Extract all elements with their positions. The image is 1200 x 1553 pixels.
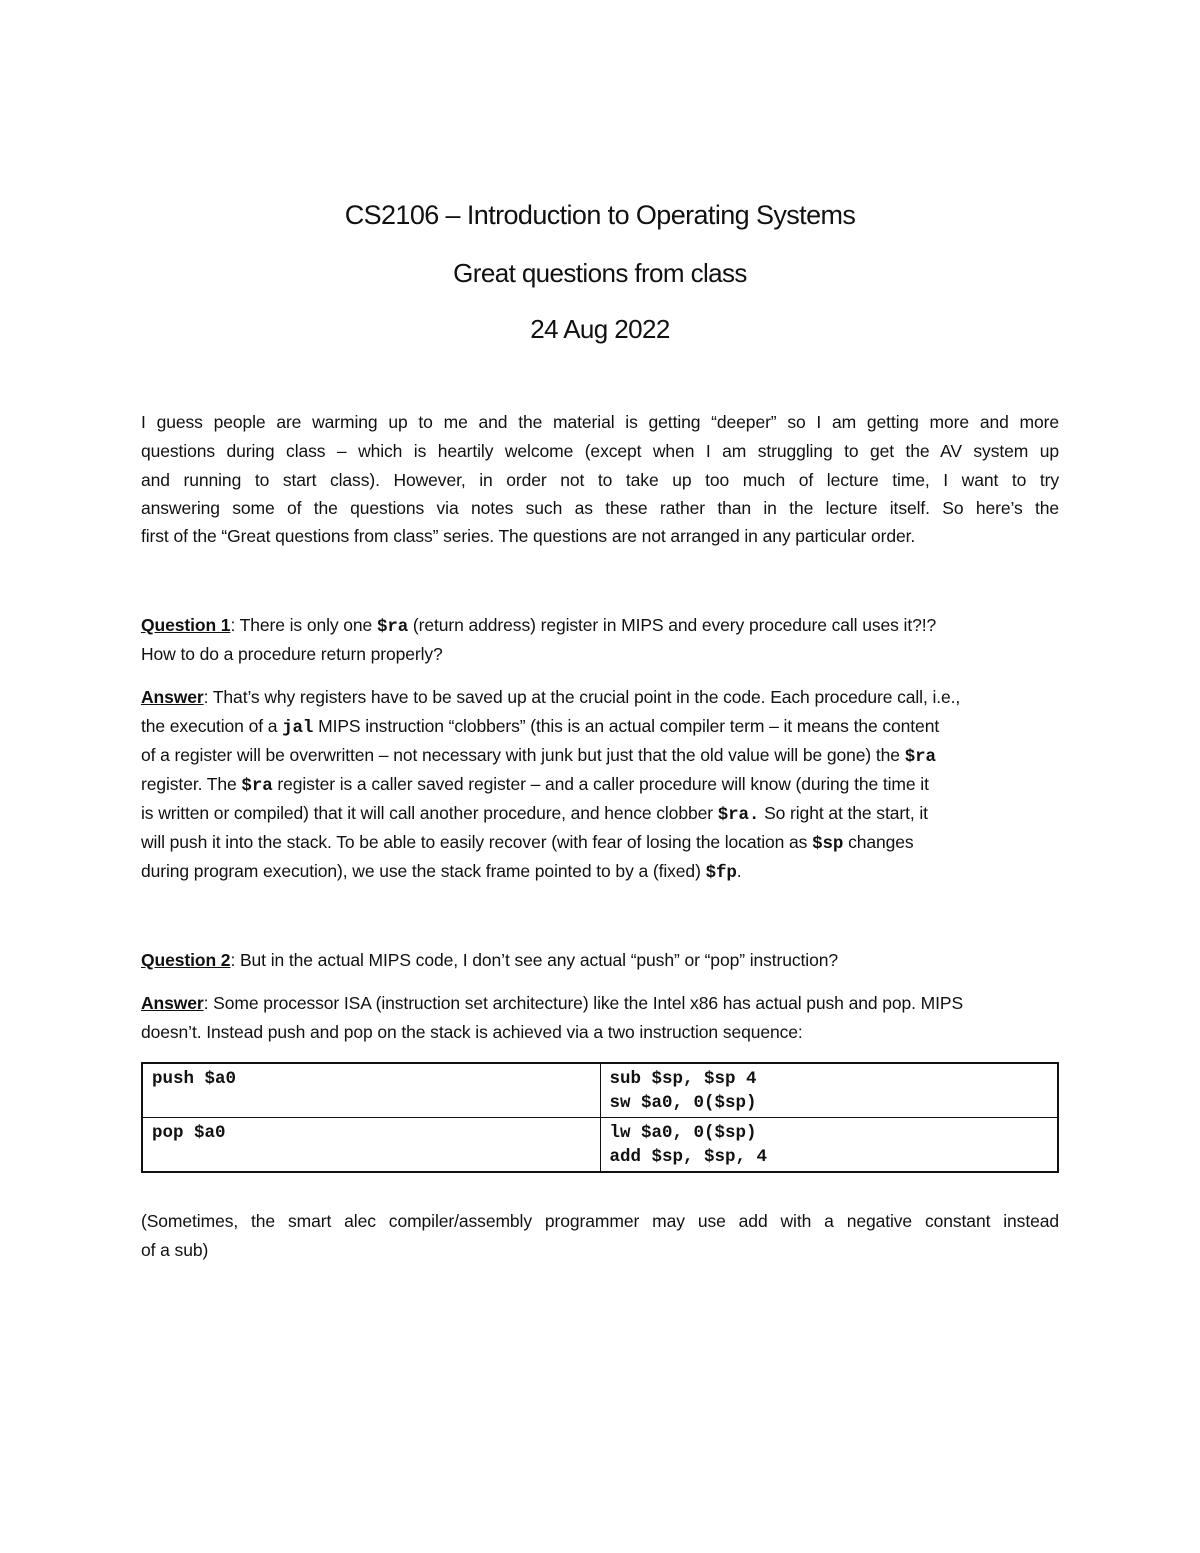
answer-1-text: register. The	[141, 774, 242, 794]
answer-1-text: So right at the start, it	[759, 803, 928, 823]
intro-line: answering some of the questions via notes such as these rather than in the lecture itself. So here’s the	[141, 498, 1059, 518]
answer-2-line: doesn’t. Instead push and pop on the stack is achieved via a two instruction sequence:	[141, 1022, 803, 1042]
answer-1-line	[141, 683, 1059, 712]
question-2-line	[141, 946, 1059, 975]
ra-register: $ra	[241, 776, 273, 796]
answer-1-line	[141, 770, 1059, 801]
intro-line: first of the “Great questions from class” series. The questions are not arranged in any particular order.	[141, 526, 916, 546]
pseudo-instruction: pop $a0	[152, 1123, 226, 1143]
answer-1-line	[141, 828, 1059, 859]
answer-2-label: Answer	[141, 993, 204, 1013]
jal-instruction: jal	[282, 718, 314, 738]
answer-1-text: of a register will be overwritten – not necessary with junk but just that the old value will be gone) the	[141, 745, 905, 765]
question-1-text: (return address) register in MIPS and every procedure call uses it?!?	[408, 615, 937, 635]
ra-register: $ra.	[717, 805, 760, 825]
answer-1-label: Answer	[141, 687, 204, 707]
question-1-label: Question 1	[141, 615, 231, 635]
pseudo-instruction: push $a0	[152, 1069, 237, 1089]
ra-register: $ra	[376, 617, 409, 637]
document-title: CS2106 – Introduction to Operating Systems	[344, 200, 856, 230]
question-1-line: How to do a procedure return properly?	[141, 644, 443, 664]
answer-1-text: the execution of a	[141, 716, 283, 736]
answer-1-text: MIPS instruction “clobbers” (this is an actual compiler term – it means the content	[313, 716, 940, 736]
mips-instruction: lw $a0, 0($sp)	[609, 1123, 757, 1143]
sp-register: $sp	[812, 834, 844, 854]
table-cell-mips	[600, 1063, 1058, 1118]
push-pop-table	[141, 1062, 1059, 1173]
table-row	[142, 1063, 1058, 1118]
answer-1-text: will push it into the stack. To be able to easily recover (with fear of losing the location as	[141, 832, 813, 852]
answer-1-line	[141, 741, 1059, 772]
question-2-text: : But in the actual MIPS code, I don’t see any actual “push” or “pop” instruction?	[230, 950, 838, 970]
note-line: of a sub)	[141, 1240, 209, 1260]
table-cell-mips	[600, 1118, 1058, 1173]
answer-1-text: .	[736, 861, 742, 881]
document-date: 24 Aug 2022	[530, 314, 670, 344]
answer-1-text: during program execution), we use the stack frame pointed to by a (fixed)	[141, 861, 706, 881]
answer-2-text: : Some processor ISA (instruction set architecture) like the Intel x86 has actual push and pop. MIPS	[203, 993, 964, 1013]
question-1-line	[141, 611, 1059, 642]
fp-register: $fp	[705, 863, 737, 883]
document-subtitle: Great questions from class	[453, 258, 747, 288]
answer-1-line	[141, 799, 1059, 830]
mips-instruction: sw $a0, 0($sp)	[609, 1093, 757, 1113]
intro-line: questions during class – which is heartily welcome (except when I am struggling to get the AV system up	[141, 441, 1059, 461]
answer-1-text: is written or compiled) that it will call another procedure, and hence clobber	[141, 803, 718, 823]
answer-2-line	[141, 989, 1059, 1018]
question-2-label: Question 2	[141, 950, 231, 970]
note-line: (Sometimes, the smart alec compiler/assembly programmer may use add with a negative constant instead	[141, 1211, 1059, 1231]
answer-1-line	[141, 712, 1059, 743]
answer-1-text: : That’s why registers have to be saved up at the crucial point in the code. Each procedure call, i.e.,	[203, 687, 961, 707]
answer-1-line	[141, 857, 1059, 888]
answer-1-text: changes	[843, 832, 914, 852]
mips-instruction: sub $sp, $sp 4	[609, 1069, 757, 1089]
mips-instruction: add $sp, $sp, 4	[609, 1147, 768, 1167]
table-row	[142, 1118, 1058, 1173]
intro-line: I guess people are warming up to me and the material is getting “deeper” so I am getting more and more	[141, 412, 1059, 432]
ra-register: $ra	[904, 747, 936, 767]
table-cell-pseudo	[142, 1118, 600, 1173]
intro-line: and running to start class). However, in order not to take up too much of lecture time, I want to try	[141, 470, 1059, 490]
answer-1-text: register is a caller saved register – and a caller procedure will know (during the time it	[272, 774, 929, 794]
table-cell-pseudo	[142, 1063, 600, 1118]
question-1-text: : There is only one	[230, 615, 377, 635]
